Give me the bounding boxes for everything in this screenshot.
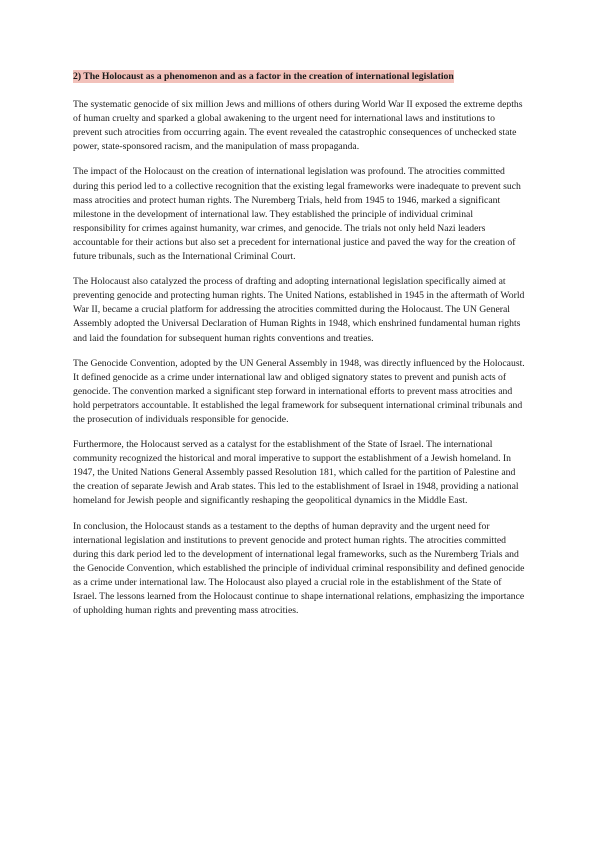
section-heading: 2) The Holocaust as a phenomenon and as a factor in the creation of international legislation	[73, 71, 454, 82]
document-body	[73, 70, 525, 629]
section-heading-wrap	[73, 70, 525, 84]
paragraph-state-of-israel: Furthermore, the Holocaust served as a catalyst for the establishment of the State of Israel. The international community recognized the historical and moral imperative to support the establishment of a Jewish homeland. In 1947, the United Nations General Assembly passed Resolution 181, which called for the partition of Palestine and the creation of separate Jewish and Arab states. This led to the establishment of Israel in 1948, providing a national homeland for Jewish people and significantly reshaping the geopolitical dynamics in the Middle East.	[73, 439, 519, 507]
paragraph-nuremberg-trials: The impact of the Holocaust on the creation of international legislation was profound. The atrocities committed during this period led to a collective recognition that the existing legal frameworks were inadequate to prevent such mass atrocities and protect human rights. The Nuremberg Trials, held from 1945 to 1946, marked a significant milestone in the development of international law. They established the principle of individual criminal responsibility for crimes against humanity, war crimes, and genocide. The trials not only held Nazi leaders accountable for their actions but also set a precedent for international justice and paved the way for the creation of future tribunals, such as the International Criminal Court.	[73, 166, 521, 263]
paragraph-genocide-convention: The Genocide Convention, adopted by the UN General Assembly in 1948, was directly influenced by the Holocaust. It defined genocide as a crime under international law and obliged signatory states to prevent and punish acts of genocide. The convention marked a significant step forward in international efforts to prevent mass atrocities and hold perpetrators accountable. It established the legal framework for subsequent international criminal tribunals and the prosecution of individuals responsible for genocide.	[73, 357, 525, 425]
paragraph-conclusion: In conclusion, the Holocaust stands as a testament to the depths of human depravity and the urgent need for international legislation and institutions to prevent genocide and protect human rights. The atrocities committed during this dark period led to the development of international legal frameworks, such as the Nuremberg Trials and the Genocide Convention, which established the principle of individual criminal responsibility and defined genocide as a crime under international law. The Holocaust also played a crucial role in the establishment of the State of Israel. The lessons learned from the Holocaust continue to shape international relations, emphasizing the importance of upholding human rights and preventing mass atrocities.	[73, 520, 525, 617]
paragraph-united-nations: The Holocaust also catalyzed the process of drafting and adopting international legislation specifically aimed at preventing genocide and protecting human rights. The United Nations, established in 1945 in the aftermath of World War II, became a crucial platform for addressing the atrocities committed during the Holocaust. The UN General Assembly adopted the Universal Declaration of Human Rights in 1948, which enshrined fundamental human rights and laid the foundation for subsequent human rights conventions and treaties.	[73, 276, 525, 344]
paragraph-intro: The systematic genocide of six million Jews and millions of others during World War II exposed the extreme depths of human cruelty and sparked a global awakening to the urgent need for international laws and institutions to prevent such atrocities from occurring again. The event revealed the catastrophic consequences of unchecked state power, state-sponsored racism, and the manipulation of mass propaganda.	[73, 99, 523, 153]
